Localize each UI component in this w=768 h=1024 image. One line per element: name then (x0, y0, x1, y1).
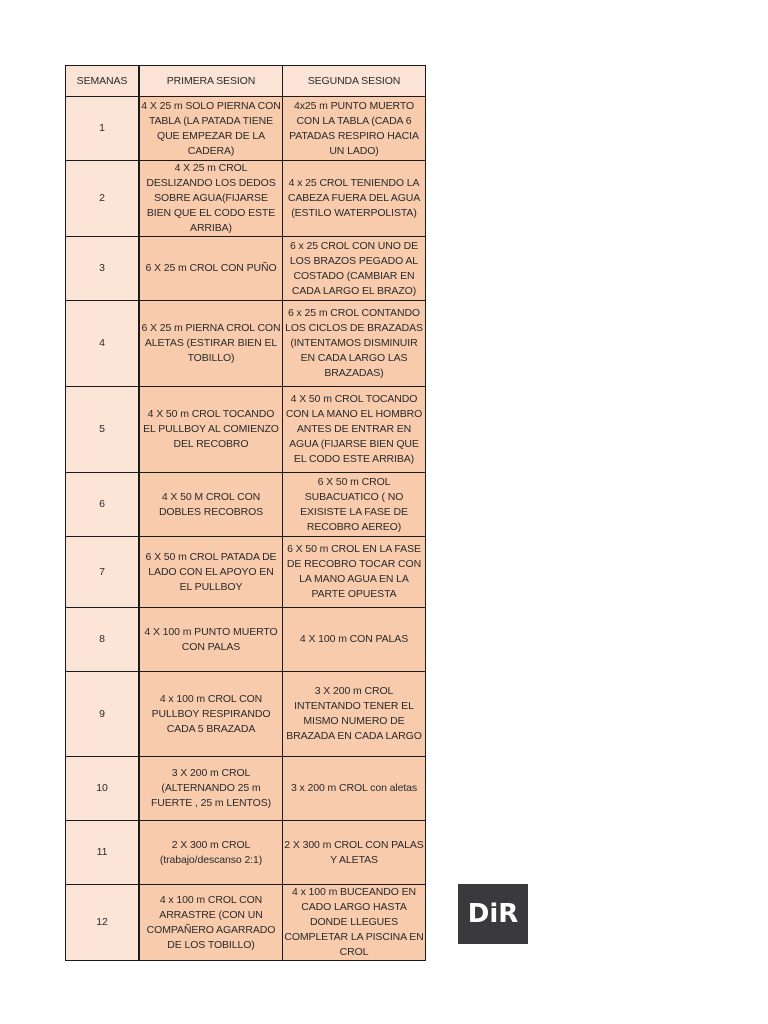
table-row (66, 537, 426, 608)
logo-text: DiR (467, 899, 519, 929)
segunda-sesion-cell: 3 x 200 m CROL con aletas (283, 757, 426, 821)
primera-sesion-cell: 4 X 50 m CROL TOCANDO EL PULLBOY AL COMIENZO DEL RECOBRO (139, 387, 283, 473)
primera-sesion-cell: 3 X 200 m CROL (ALTERNANDO 25 m FUERTE , 25 m LENTOS) (139, 757, 283, 821)
primera-sesion-cell: 6 X 25 m PIERNA CROL CON ALETAS (ESTIRAR BIEN EL TOBILLO) (139, 301, 283, 387)
week-cell: 2 (66, 161, 140, 237)
week-cell: 10 (66, 757, 140, 821)
table-row (66, 757, 426, 821)
table-row (66, 97, 426, 161)
table-row (66, 608, 426, 672)
week-cell: 12 (66, 885, 140, 961)
primera-sesion-cell: 2 X 300 m CROL (trabajo/descanso 2:1) (139, 821, 283, 885)
segunda-sesion-cell: 4 X 100 m CON PALAS (283, 608, 426, 672)
week-cell: 8 (66, 608, 140, 672)
week-cell: 11 (66, 821, 140, 885)
table-row (66, 387, 426, 473)
week-cell: 1 (66, 97, 140, 161)
week-cell: 3 (66, 237, 140, 301)
segunda-sesion-cell: 6 X 50 m CROL EN LA FASE DE RECOBRO TOCAR CON LA MANO AGUA EN LA PARTE OPUESTA (283, 537, 426, 608)
table-row (66, 161, 426, 237)
table-row (66, 473, 426, 537)
segunda-sesion-cell: 6 X 50 m CROL SUBACUATICO ( NO EXISISTE LA FASE DE RECOBRO AEREO) (283, 473, 426, 537)
table-row (66, 672, 426, 757)
primera-sesion-cell: 6 X 25 m CROL CON PUÑO (139, 237, 283, 301)
primera-sesion-cell: 6 X 50 m CROL PATADA DE LADO CON EL APOYO EN EL PULLBOY (139, 537, 283, 608)
segunda-sesion-cell: 4x25 m PUNTO MUERTO CON LA TABLA (CADA 6 PATADAS RESPIRO HACIA UN LADO) (283, 97, 426, 161)
week-cell: 5 (66, 387, 140, 473)
primera-sesion-cell: 4 X 25 m CROL DESLIZANDO LOS DEDOS SOBRE AGUA(FIJARSE BIEN QUE EL CODO ESTE ARRIBA) (139, 161, 283, 237)
segunda-sesion-cell: 4 X 50 m CROL TOCANDO CON LA MANO EL HOMBRO ANTES DE ENTRAR EN AGUA (FIJARSE BIEN QUE EL CODO ESTE ARRIBA) (283, 387, 426, 473)
table-row (66, 885, 426, 961)
week-cell: 9 (66, 672, 140, 757)
week-cell: 6 (66, 473, 140, 537)
header-primera-sesion: PRIMERA SESION (139, 66, 283, 97)
primera-sesion-cell: 4 X 25 m SOLO PIERNA CON TABLA (LA PATADA TIENE QUE EMPEZAR DE LA CADERA) (139, 97, 283, 161)
training-table (65, 65, 426, 961)
table-row (66, 237, 426, 301)
segunda-sesion-cell: 2 X 300 m CROL CON PALAS Y ALETAS (283, 821, 426, 885)
table-row (66, 821, 426, 885)
header-segunda-sesion: SEGUNDA SESION (283, 66, 426, 97)
header-row (66, 66, 426, 97)
primera-sesion-cell: 4 X 50 M CROL CON DOBLES RECOBROS (139, 473, 283, 537)
primera-sesion-cell: 4 x 100 m CROL CON PULLBOY RESPIRANDO CADA 5 BRAZADA (139, 672, 283, 757)
segunda-sesion-cell: 3 X 200 m CROL INTENTANDO TENER EL MISMO NUMERO DE BRAZADA EN CADA LARGO (283, 672, 426, 757)
segunda-sesion-cell: 4 x 25 CROL TENIENDO LA CABEZA FUERA DEL AGUA (ESTILO WATERPOLISTA) (283, 161, 426, 237)
primera-sesion-cell: 4 x 100 m CROL CON ARRASTRE (CON UN COMPAÑERO AGARRADO DE LOS TOBILLO) (139, 885, 283, 961)
segunda-sesion-cell: 6 x 25 CROL CON UNO DE LOS BRAZOS PEGADO AL COSTADO (CAMBIAR EN CADA LARGO EL BRAZO) (283, 237, 426, 301)
week-cell: 4 (66, 301, 140, 387)
table-body (66, 97, 426, 961)
segunda-sesion-cell: 4 x 100 m BUCEANDO EN CADO LARGO HASTA DONDE LLEGUES COMPLETAR LA PISCINA EN CROL (283, 885, 426, 961)
dir-logo (458, 884, 528, 944)
primera-sesion-cell: 4 X 100 m PUNTO MUERTO CON PALAS (139, 608, 283, 672)
header-semanas: SEMANAS (66, 66, 140, 97)
table-row (66, 301, 426, 387)
segunda-sesion-cell: 6 x 25 m CROL CONTANDO LOS CICLOS DE BRAZADAS (INTENTAMOS DISMINUIR EN CADA LARGO LAS BRAZADAS) (283, 301, 426, 387)
week-cell: 7 (66, 537, 140, 608)
